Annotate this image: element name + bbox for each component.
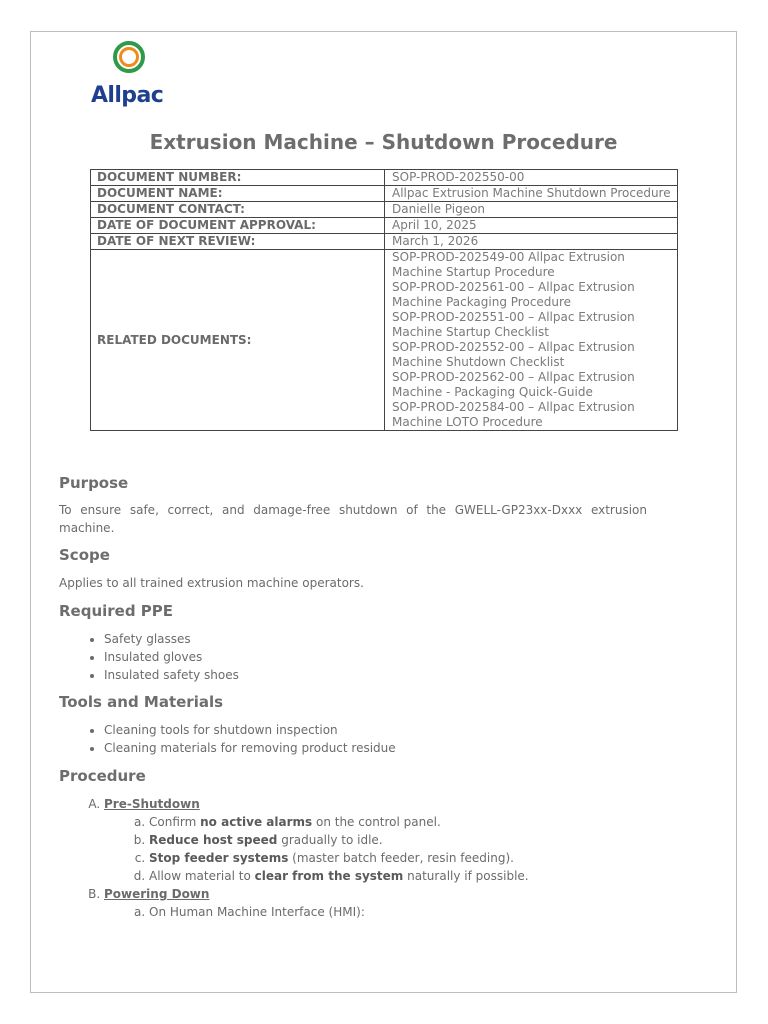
approval-date-label: DATE OF DOCUMENT APPROVAL: — [91, 218, 385, 234]
page-title: Extrusion Machine – Shutdown Procedure — [149, 130, 618, 154]
ppe-heading: Required PPE — [59, 602, 174, 620]
table-row — [91, 202, 678, 218]
scope-text: Applies to all trained extrusion machine operators. — [59, 576, 364, 590]
related-documents-list — [385, 250, 678, 431]
list-item: a. On Human Machine Interface (HMI): — [149, 903, 647, 921]
related-document-link[interactable]: SOP-PROD-202562-00 – Allpac Extrusion Machine - Packaging Quick-Guide — [392, 370, 635, 399]
related-document-link[interactable]: SOP-PROD-202549-00 Allpac Extrusion Machine Startup Procedure — [392, 250, 625, 279]
related-document-link[interactable]: SOP-PROD-202561-00 – Allpac Extrusion Machine Packaging Procedure — [392, 280, 635, 309]
related-documents-label: RELATED DOCUMENTS: — [91, 250, 385, 431]
procedure-section-a — [104, 795, 647, 885]
scope-heading: Scope — [59, 546, 110, 564]
section-b-title: Powering Down — [104, 887, 210, 901]
purpose-heading: Purpose — [59, 474, 129, 492]
table-row — [91, 170, 678, 186]
table-row — [91, 186, 678, 202]
related-document-link[interactable]: SOP-PROD-202552-00 – Allpac Extrusion Machine Shutdown Checklist — [392, 340, 635, 369]
table-row — [91, 234, 678, 250]
document-name-label: DOCUMENT NAME: — [91, 186, 385, 202]
list-item: • Cleaning materials for removing product residue — [104, 739, 647, 757]
section-b-steps — [104, 903, 647, 921]
list-item: d. Allow material to clear from the system naturally if possible. — [149, 867, 647, 885]
tools-heading: Tools and Materials — [59, 693, 224, 711]
next-review-label: DATE OF NEXT REVIEW: — [91, 234, 385, 250]
document-info-table — [90, 169, 678, 431]
related-document-link[interactable]: SOP-PROD-202584-00 – Allpac Extrusion Machine LOTO Procedure — [392, 400, 635, 429]
allpac-logo — [91, 39, 181, 109]
approval-date-value: April 10, 2025 — [385, 218, 678, 234]
purpose-text: To ensure safe, correct, and damage-free shutdown of the GWELL-GP23xx-Dxxx extrusion machine. — [59, 503, 647, 535]
next-review-value: March 1, 2026 — [385, 234, 678, 250]
list-item: a. Confirm no active alarms on the control panel. — [149, 813, 647, 831]
document-name-value: Allpac Extrusion Machine Shutdown Procedure — [385, 186, 678, 202]
logo-ring-icon — [111, 39, 147, 75]
document-contact-value: Danielle Pigeon — [385, 202, 678, 218]
related-document-link[interactable]: SOP-PROD-202551-00 – Allpac Extrusion Machine Startup Checklist — [392, 310, 635, 339]
list-item: • Insulated gloves — [104, 648, 647, 666]
document-number-value: SOP-PROD-202550-00 — [385, 170, 678, 186]
section-a-title: Pre-Shutdown — [104, 797, 200, 811]
list-item: c. Stop feeder systems (master batch feeder, resin feeding). — [149, 849, 647, 867]
section-a-steps — [104, 813, 647, 885]
procedure-heading: Procedure — [59, 767, 146, 785]
document-contact-label: DOCUMENT CONTACT: — [91, 202, 385, 218]
list-item: • Safety glasses — [104, 630, 647, 648]
ppe-list — [59, 630, 647, 684]
procedure-section-b — [104, 885, 647, 921]
logo-text: Allpac — [91, 83, 164, 108]
list-item: b. Reduce host speed gradually to idle. — [149, 831, 647, 849]
document-number-label: DOCUMENT NUMBER: — [91, 170, 385, 186]
procedure-sections — [59, 795, 647, 921]
list-item: • Insulated safety shoes — [104, 666, 647, 684]
document-body — [59, 444, 647, 921]
table-row — [91, 218, 678, 234]
table-row — [91, 250, 678, 431]
list-item: • Cleaning tools for shutdown inspection — [104, 721, 647, 739]
tools-list — [59, 721, 647, 757]
